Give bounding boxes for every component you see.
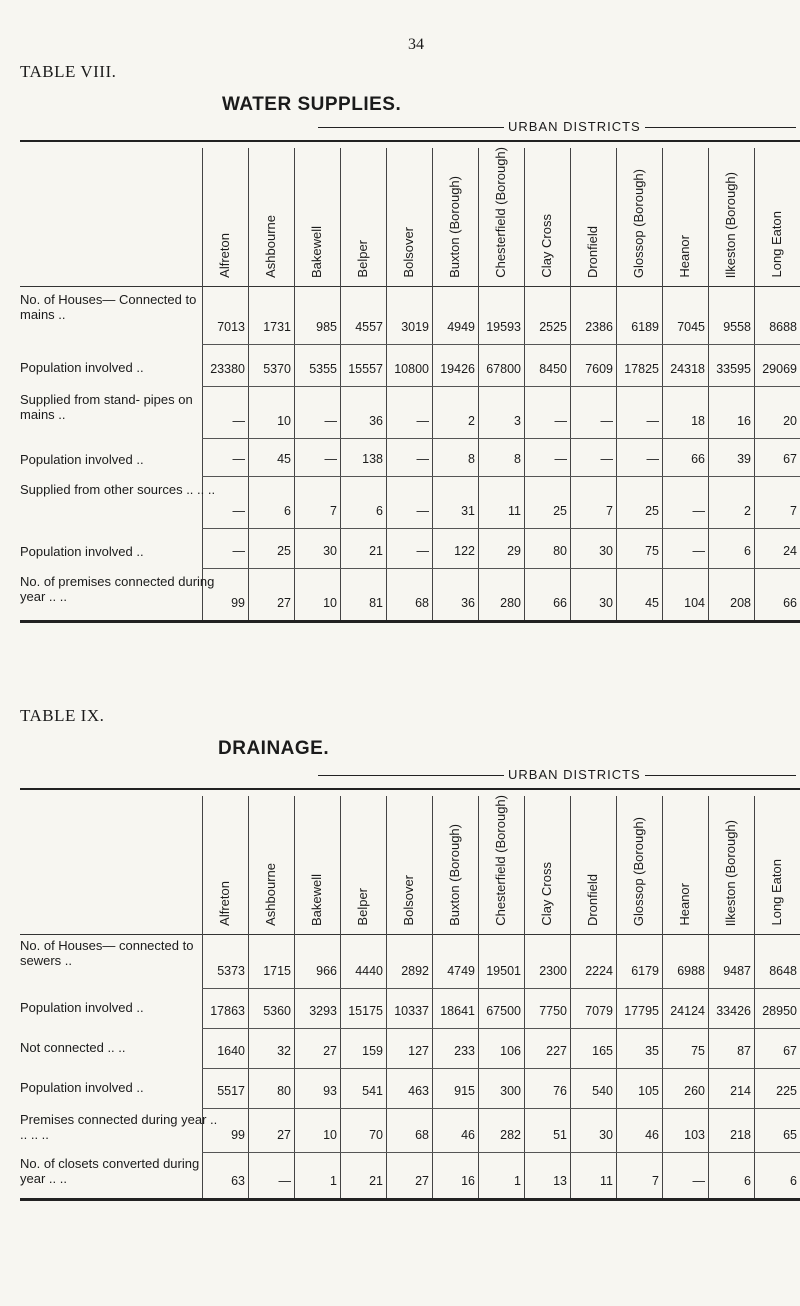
row-rule [202, 476, 800, 477]
table-cell: 16 [737, 414, 751, 428]
table-cell: 35 [645, 1044, 659, 1058]
column-header [757, 146, 797, 278]
table-cell: 66 [553, 596, 567, 610]
row-label: Premises connected during year .. .. .. .. [20, 1112, 218, 1142]
column-header [527, 794, 567, 926]
row-rule [202, 988, 800, 989]
table-cell: 21 [369, 1174, 383, 1188]
row-label: No. of premises connected during year .. .. [20, 574, 215, 604]
row-label: No. of Houses— Connected to mains .. [20, 292, 197, 322]
column-header-label: Bolsover [401, 227, 416, 278]
column-header-label: Dronfield [585, 873, 600, 926]
table-cell: 17825 [624, 362, 659, 376]
column-header-label: Ashbourne [263, 863, 278, 926]
table-cell: 1640 [217, 1044, 245, 1058]
table-cell: — [646, 452, 659, 466]
table-cell: 5373 [217, 964, 245, 978]
table-cell: 3 [514, 414, 521, 428]
table-cell: 6189 [631, 320, 659, 334]
table-cell: — [692, 544, 705, 558]
table-cell: 103 [684, 1128, 705, 1142]
table-bottom-rule [20, 1198, 800, 1201]
column-header-label: Ashbourne [263, 215, 278, 278]
table-cell: 2224 [585, 964, 613, 978]
table-cell: 106 [500, 1044, 521, 1058]
table-cell: 214 [730, 1084, 751, 1098]
row-label: No. of Houses— connected to sewers .. [20, 938, 194, 968]
table-cell: 2 [744, 504, 751, 518]
table-cell: — [232, 452, 245, 466]
table-cell: 70 [369, 1128, 383, 1142]
table-cell: 8 [514, 452, 521, 466]
row-rule [202, 438, 800, 439]
table-cell: 19501 [486, 964, 521, 978]
drainage-title: DRAINAGE. [218, 738, 330, 759]
table-cell: 75 [645, 544, 659, 558]
table-cell: 13 [553, 1174, 567, 1188]
table-cell: 16 [461, 1174, 475, 1188]
row-rule [202, 1108, 800, 1109]
table-cell: 7013 [217, 320, 245, 334]
table-cell: — [232, 504, 245, 518]
table-cell: 10800 [394, 362, 429, 376]
table-cell: 6 [284, 504, 291, 518]
table-cell: — [416, 414, 429, 428]
table-cell: 30 [323, 544, 337, 558]
table-bottom-rule [20, 620, 800, 623]
row-rule [202, 568, 800, 569]
table-cell: 68 [415, 1128, 429, 1142]
table-cell: 8450 [539, 362, 567, 376]
table-cell: 51 [553, 1128, 567, 1142]
table-cell: 45 [277, 452, 291, 466]
row-label: Population involved .. [20, 1000, 144, 1015]
column-header-label: Glossop (Borough) [631, 168, 646, 278]
table-cell: 31 [461, 504, 475, 518]
table-cell: 67 [783, 452, 797, 466]
column-header-label: Glossop (Borough) [631, 816, 646, 926]
table-cell: 1 [514, 1174, 521, 1188]
table-cell: 45 [645, 596, 659, 610]
table-cell: 6 [376, 504, 383, 518]
table-cell: 2892 [401, 964, 429, 978]
row-label: Supplied from other sources .. .. .. [20, 482, 216, 497]
table-cell: 233 [454, 1044, 475, 1058]
table-cell: 93 [323, 1084, 337, 1098]
table-cell: 122 [454, 544, 475, 558]
table-cell: 24 [783, 544, 797, 558]
column-header [711, 146, 751, 278]
table-cell: 30 [599, 1128, 613, 1142]
table-cell: 7079 [585, 1004, 613, 1018]
row-rule [202, 386, 800, 387]
table-cell: 7045 [677, 320, 705, 334]
table-cell: — [416, 544, 429, 558]
table-cell: 36 [461, 596, 475, 610]
header-rule [20, 286, 800, 287]
table-cell: 540 [592, 1084, 613, 1098]
table-cell: 6 [790, 1174, 797, 1188]
table-cell: 66 [691, 452, 705, 466]
column-header [297, 794, 337, 926]
table-cell: 75 [691, 1044, 705, 1058]
table-cell: 3293 [309, 1004, 337, 1018]
table-cell: 19593 [486, 320, 521, 334]
table-cell: 300 [500, 1084, 521, 1098]
table-cell: — [692, 504, 705, 518]
table-cell: 1715 [263, 964, 291, 978]
table-cell: 25 [277, 544, 291, 558]
table-cell: 8 [468, 452, 475, 466]
column-header [251, 146, 291, 278]
column-header-label: Chesterfield (Borough) [493, 147, 508, 278]
table-cell: 30 [599, 544, 613, 558]
table-cell: 87 [737, 1044, 751, 1058]
table-cell: 5360 [263, 1004, 291, 1018]
urban-districts-header-1 [318, 120, 796, 134]
table-cell: 8688 [769, 320, 797, 334]
table-cell: 2 [468, 414, 475, 428]
water-supplies-table [20, 140, 800, 764]
table-cell: 1 [330, 1174, 337, 1188]
urban-districts-label: URBAN DISTRICTS [504, 768, 645, 782]
table-cell: 32 [277, 1044, 291, 1058]
column-header-label: Bolsover [401, 875, 416, 926]
column-header-label: Clay Cross [539, 214, 554, 278]
table-cell: 138 [362, 452, 383, 466]
table-cell: 36 [369, 414, 383, 428]
row-label: Population involved .. [20, 452, 144, 467]
column-header-label: Buxton (Borough) [447, 824, 462, 926]
table-cell: 18 [691, 414, 705, 428]
table-cell: 17795 [624, 1004, 659, 1018]
table-cell: 27 [277, 1128, 291, 1142]
table-cell: 10337 [394, 1004, 429, 1018]
column-header [251, 794, 291, 926]
column-header-label: Dronfield [585, 225, 600, 278]
table-cell: 127 [408, 1044, 429, 1058]
table-cell: 25 [553, 504, 567, 518]
column-header-label: Bakewell [309, 873, 324, 926]
table-cell: 7 [606, 504, 613, 518]
column-header [435, 794, 475, 926]
column-header [435, 146, 475, 278]
table-cell: 30 [599, 596, 613, 610]
table-cell: 4557 [355, 320, 383, 334]
table-cell: 5517 [217, 1084, 245, 1098]
table-cell: 7609 [585, 362, 613, 376]
row-label: Population involved .. [20, 1080, 144, 1095]
table-cell: 104 [684, 596, 705, 610]
table-cell: 29069 [762, 362, 797, 376]
row-label: Not connected .. .. [20, 1040, 126, 1055]
table-cell: 67 [783, 1044, 797, 1058]
table-cell: 6179 [631, 964, 659, 978]
column-header-label: Ilkeston (Borough) [723, 819, 738, 926]
column-header-label: Heanor [677, 883, 692, 926]
table-cell: 1731 [263, 320, 291, 334]
table-cell: 68 [415, 596, 429, 610]
table-cell: 4749 [447, 964, 475, 978]
table-cell: 99 [231, 596, 245, 610]
table-cell: 9558 [723, 320, 751, 334]
table-cell: 3019 [401, 320, 429, 334]
table-cell: 8648 [769, 964, 797, 978]
table-cell: 966 [316, 964, 337, 978]
table-top-rule [20, 140, 800, 142]
table-cell: 159 [362, 1044, 383, 1058]
table-cell: 5355 [309, 362, 337, 376]
table-cell: 65 [783, 1128, 797, 1142]
table-cell: — [646, 414, 659, 428]
urban-districts-header-2 [318, 768, 796, 782]
table-cell: 33595 [716, 362, 751, 376]
column-header [711, 794, 751, 926]
table-cell: 24318 [670, 362, 705, 376]
table-cell: 20 [783, 414, 797, 428]
column-header-label: Buxton (Borough) [447, 176, 462, 278]
column-header [297, 146, 337, 278]
table-cell: 80 [553, 544, 567, 558]
table-cell: 28950 [762, 1004, 797, 1018]
row-rule [202, 1152, 800, 1153]
column-header [573, 794, 613, 926]
water-supplies-title: WATER SUPPLIES. [222, 94, 402, 115]
table-viii-label: TABLE VIII. [20, 62, 117, 81]
table-cell: 541 [362, 1084, 383, 1098]
table-cell: 208 [730, 596, 751, 610]
table-cell: — [416, 452, 429, 466]
table-cell: 260 [684, 1084, 705, 1098]
table-cell: 9487 [723, 964, 751, 978]
column-header-label: Chesterfield (Borough) [493, 795, 508, 926]
table-cell: 11 [508, 504, 521, 518]
table-cell: — [324, 452, 337, 466]
table-cell: 66 [783, 596, 797, 610]
column-header [205, 794, 245, 926]
table-cell: 225 [776, 1084, 797, 1098]
column-header-label: Ilkeston (Borough) [723, 171, 738, 278]
table-cell: 105 [638, 1084, 659, 1098]
column-header-label: Belper [355, 240, 370, 278]
column-header [665, 794, 705, 926]
table-cell: 218 [730, 1128, 751, 1142]
table-cell: 25 [645, 504, 659, 518]
column-header [527, 146, 567, 278]
table-cell: 985 [316, 320, 337, 334]
header-rule [20, 934, 800, 935]
table-cell: 63 [231, 1174, 245, 1188]
row-label: Population involved .. [20, 360, 144, 375]
table-cell: 29 [507, 544, 521, 558]
table-cell: 27 [323, 1044, 337, 1058]
table-cell: 6 [744, 1174, 751, 1188]
row-rule [202, 344, 800, 345]
page-number: 34 [408, 36, 424, 53]
table-cell: 2525 [539, 320, 567, 334]
column-header-label: Belper [355, 888, 370, 926]
table-cell: 18641 [440, 1004, 475, 1018]
table-cell: 17863 [210, 1004, 245, 1018]
table-cell: — [692, 1174, 705, 1188]
table-cell: — [232, 414, 245, 428]
table-cell: 99 [231, 1128, 245, 1142]
table-cell: 46 [645, 1128, 659, 1142]
table-cell: — [600, 414, 613, 428]
table-cell: 10 [323, 596, 337, 610]
row-label: Supplied from stand- pipes on mains .. [20, 392, 193, 422]
column-header [573, 146, 613, 278]
table-cell: 24124 [670, 1004, 705, 1018]
table-cell: 227 [546, 1044, 567, 1058]
table-cell: 463 [408, 1084, 429, 1098]
table-cell: 21 [369, 544, 383, 558]
column-header [343, 146, 383, 278]
column-header-label: Alfreton [217, 233, 232, 278]
table-cell: 80 [277, 1084, 291, 1098]
table-cell: 7750 [539, 1004, 567, 1018]
table-cell: 81 [369, 596, 383, 610]
column-header-label: Alfreton [217, 881, 232, 926]
table-cell: 33426 [716, 1004, 751, 1018]
column-header [343, 794, 383, 926]
table-ix-label: TABLE IX. [20, 706, 105, 725]
table-cell: 27 [415, 1174, 429, 1188]
row-rule [202, 528, 800, 529]
table-cell: 10 [323, 1128, 337, 1142]
table-cell: — [416, 504, 429, 518]
table-cell: 2300 [539, 964, 567, 978]
urban-districts-label: URBAN DISTRICTS [504, 120, 645, 134]
table-cell: — [324, 414, 337, 428]
column-header [205, 146, 245, 278]
drainage-table [20, 788, 800, 1298]
table-cell: 6 [744, 544, 751, 558]
table-cell: 280 [500, 596, 521, 610]
row-label: Population involved .. [20, 544, 144, 559]
table-cell: — [554, 452, 567, 466]
table-cell: 2386 [585, 320, 613, 334]
column-header-label: Long Eaton [769, 859, 784, 926]
table-cell: — [600, 452, 613, 466]
table-cell: 6988 [677, 964, 705, 978]
table-cell: 46 [461, 1128, 475, 1142]
row-rule [202, 1068, 800, 1069]
table-cell: 4440 [355, 964, 383, 978]
table-cell: 915 [454, 1084, 475, 1098]
table-cell: 67500 [486, 1004, 521, 1018]
column-header-label: Long Eaton [769, 211, 784, 278]
table-cell: 10 [277, 414, 291, 428]
row-label: No. of closets converted during year .. .. [20, 1156, 200, 1186]
table-cell: 7 [652, 1174, 659, 1188]
table-cell: 19426 [440, 362, 475, 376]
table-cell: 67800 [486, 362, 521, 376]
column-header [619, 794, 659, 926]
table-cell: — [554, 414, 567, 428]
table-cell: 7 [790, 504, 797, 518]
column-header [389, 794, 429, 926]
table-cell: 23380 [210, 362, 245, 376]
table-cell: 11 [600, 1174, 613, 1188]
table-top-rule [20, 788, 800, 790]
column-header [757, 794, 797, 926]
table-cell: 5370 [263, 362, 291, 376]
table-cell: — [232, 544, 245, 558]
table-cell: 165 [592, 1044, 613, 1058]
column-header [481, 146, 521, 278]
table-cell: 39 [737, 452, 751, 466]
column-header [481, 794, 521, 926]
table-cell: 15557 [348, 362, 383, 376]
table-cell: 282 [500, 1128, 521, 1142]
row-rule [202, 1028, 800, 1029]
table-cell: — [278, 1174, 291, 1188]
column-header-label: Clay Cross [539, 862, 554, 926]
column-header [389, 146, 429, 278]
column-header [665, 146, 705, 278]
table-cell: 27 [277, 596, 291, 610]
table-cell: 7 [330, 504, 337, 518]
table-cell: 76 [553, 1084, 567, 1098]
column-header [619, 146, 659, 278]
column-header-label: Heanor [677, 235, 692, 278]
table-cell: 15175 [348, 1004, 383, 1018]
column-header-label: Bakewell [309, 225, 324, 278]
table-cell: 4949 [447, 320, 475, 334]
